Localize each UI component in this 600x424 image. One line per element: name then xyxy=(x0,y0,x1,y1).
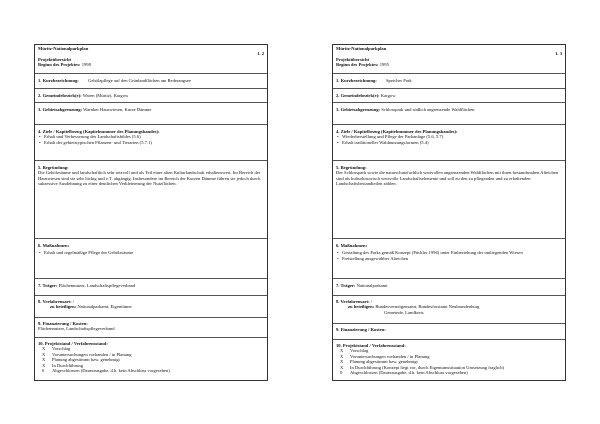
section-7 xyxy=(35,278,267,295)
section-label: 7. Träger: xyxy=(38,283,58,288)
section-2 xyxy=(35,88,267,102)
document-page-left xyxy=(34,44,268,381)
page-number: 1. 2 xyxy=(257,51,264,57)
section-9 xyxy=(35,317,267,337)
status-item: 0 Abgeschlossen (Dauerausgabe, d.h. kein Abschluss vorgesehen) xyxy=(42,368,170,374)
section-value: / xyxy=(72,299,75,304)
section-text: Der Schlosspark sowie die naturschutzfachlich wertvollen angrenzenden Waldflächen mit ihren bestandsnahen Alteichen sind als kulturhistorisch wertvolle Landschaftselemente und soll zu den zu pflegenden und zu erhaltenden Landschaftsbestandteilen zählen. xyxy=(336,170,559,187)
section-label: 3. Gebietsabgrenzung: xyxy=(336,107,381,112)
page-header xyxy=(35,45,267,73)
section-label: 7. Träger: xyxy=(336,283,356,288)
start-value: 1998 xyxy=(81,62,91,68)
list-item: • Gestaltung des Parks gemäß Konzept (Pückler 1994) unter Einbeziehung der umliegenden Wiesen xyxy=(336,250,562,255)
section-value: Flächennutzer, Landschaftspflegeverband xyxy=(58,283,136,288)
start-label: Beginn des Projektes: xyxy=(38,62,81,68)
section-9 xyxy=(333,323,565,339)
section-text: Die Gehölzsäume und landschaftlich sehr reizvoll und als Teil einer alten Kulturlandschaft erhaltenswert. Im Bereich der Hauswiesen sind sie sehr lückig und z.T. abgängig. Insbesondere im Bereich der Kurzen Dämme führen sie jedoch durch sukzessive Ausdehnung zu einer deutlichen Verkleinerung der Nutzflächen. xyxy=(38,170,261,187)
status-item: X Voruntersuchungen vorhanden / in Planung xyxy=(340,353,430,359)
section-7 xyxy=(333,278,565,295)
status-item: 0 Abgeschlossen (Dauerausgabe, d.h. kein Abschluss vorgesehen) xyxy=(340,370,468,376)
section-4 xyxy=(333,124,565,160)
status-item: X In Durchführung xyxy=(42,362,83,368)
section-1 xyxy=(333,73,565,88)
status-item: X In Durchführung (Konzept liegt vor, durch Eigentumssituation Umsetzung fraglich) xyxy=(340,364,505,370)
section-label: 10. Projektstand / Verfahrensstand: xyxy=(336,343,406,348)
section-label: 6. Maßnahmen: xyxy=(38,243,70,248)
section-label: zu beteiligen: xyxy=(348,304,375,310)
list-item: • Erhalt und Verbesserung des Landschaftsbildes (5.6) xyxy=(38,134,264,139)
section-6 xyxy=(333,238,565,278)
section-value: Kargow xyxy=(380,93,396,98)
section-8 xyxy=(333,295,565,323)
section-label: 5. Begründung: xyxy=(38,165,69,170)
status-item: X Planung abgestimmt bzw. genehmigt xyxy=(340,359,418,365)
section-8 xyxy=(35,295,267,317)
status-item: X Planung abgestimmt bzw. genehmigt xyxy=(42,357,120,363)
section-label: 1. Kurzbezeichnung: xyxy=(38,78,79,83)
section-label: 10. Projektstand / Verfahrensstand: xyxy=(38,341,108,346)
list-item: • Erhalt der gebietstypischen Pflanzen- und Tierarten (5.7.1) xyxy=(38,140,264,145)
page-number: 1. 3 xyxy=(555,51,562,57)
section-3 xyxy=(35,102,267,124)
section-label: 2. Gemeindebezirk(e): xyxy=(336,93,380,98)
section-4 xyxy=(35,124,267,160)
section-3 xyxy=(333,102,565,124)
section-label: zu beteiligen: xyxy=(50,304,77,310)
section-label: 4. Ziele / Kapitelbezug (Kapitelnummer des Planungsbandes): xyxy=(336,129,458,134)
section-value: Warnker Hauswiesen, Kurze Dämme xyxy=(83,107,152,112)
start-value: 1995 xyxy=(379,62,389,68)
section-label: 8. Verfahrensart: xyxy=(38,299,72,304)
section-value: Gemeinde, Landkreis xyxy=(384,309,424,315)
list-item: • Wiederherstellung und Pflege der Parkanlage (5.6, 5.7) xyxy=(336,134,562,139)
section-2 xyxy=(333,88,565,102)
section-value: Schlosspark und südlich angrenzende Waldflächen xyxy=(381,107,475,112)
list-item: • Freistellung ausgewählter Alteichen xyxy=(336,256,562,261)
section-value: Waren (Müritz), Kargow xyxy=(82,93,129,98)
header-title: Müritz-Nationalparkplan xyxy=(336,46,387,51)
subtitle: Projektübersicht xyxy=(336,56,370,62)
section-label: 1. Kurzbezeichnung: xyxy=(336,78,377,83)
section-value: Nationalparkamt, Eigentümer xyxy=(77,304,132,310)
section-10 xyxy=(35,337,267,382)
start-label: Beginn des Projektes: xyxy=(336,62,379,68)
section-6 xyxy=(35,238,267,278)
page-header xyxy=(333,45,565,73)
status-item: X Vorschlag xyxy=(340,348,369,354)
section-5 xyxy=(35,160,267,238)
section-1 xyxy=(35,73,267,88)
document-page-right xyxy=(332,44,566,381)
section-value: Nationalparkamt xyxy=(356,283,388,288)
section-label: 6. Maßnahmen: xyxy=(336,243,368,248)
status-item: X Voruntersuchungen vorhanden / in Planung xyxy=(42,351,132,357)
header-title: Müritz-Nationalparkplan xyxy=(38,46,89,51)
status-item: X Vorschlag xyxy=(42,346,71,352)
section-value: Bundesvermögensamt, Bundesforstamt Neubrandenburg xyxy=(375,304,480,310)
section-value: Speicher Park xyxy=(386,78,412,83)
list-item: • Erhalt traditioneller Waldnutzungsformen (5.4) xyxy=(336,140,562,145)
section-5 xyxy=(333,160,565,238)
section-label: 5. Begründung: xyxy=(336,165,367,170)
section-10 xyxy=(333,339,565,382)
subtitle: Projektübersicht xyxy=(38,56,72,62)
list-item: • Erhalt und regelmäßige Pflege der Gehölzsäume xyxy=(38,250,264,255)
section-value: Flächennutzer, Landschaftspflegeverband xyxy=(38,326,115,332)
section-value: Gehölzpflege auf den Grünlandflächen am Rederangsee xyxy=(88,78,191,83)
section-value: / xyxy=(370,299,373,304)
section-label: 9. Finanzierung / Kosten: xyxy=(336,327,386,332)
section-label: 2. Gemeindebezirk(e): xyxy=(38,93,82,98)
section-label: 9. Finanzierung / Kosten: xyxy=(38,321,88,326)
section-label: 8. Verfahrensart: xyxy=(336,299,370,304)
section-label: 3. Gebietsabgrenzung: xyxy=(38,107,83,112)
section-label: 4. Ziele / Kapitelbezug (Kapitelnummer des Planungsbandes): xyxy=(38,129,160,134)
